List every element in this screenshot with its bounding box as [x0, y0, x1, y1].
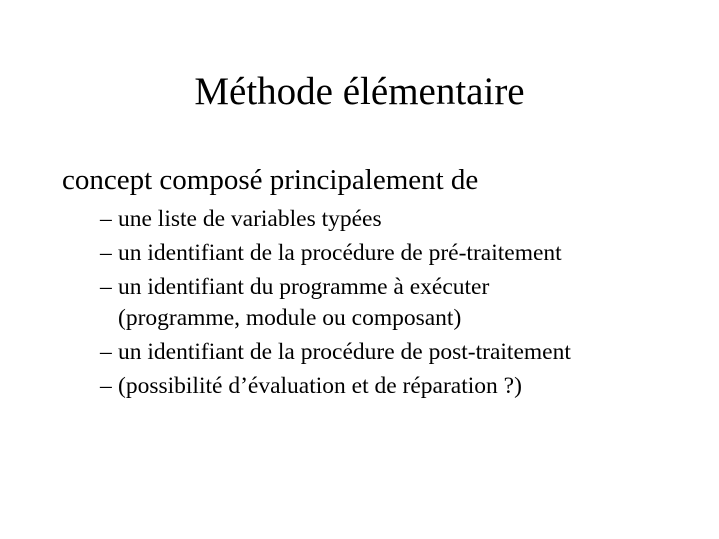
list-item-line: un identifiant de la procédure de post-traitement [118, 339, 571, 365]
dash-bullet: – [100, 240, 112, 266]
list-item-line: un identifiant de la procédure de pré-traitement [118, 240, 562, 266]
list-item-line: (possibilité d’évaluation et de réparation ?) [118, 373, 522, 399]
list-item-line: (programme, module ou composant) [118, 305, 462, 331]
list-item [100, 371, 571, 402]
dash-bullet: – [100, 274, 112, 300]
list-item-text [118, 337, 571, 368]
main-point: concept composé principalement de [62, 164, 479, 196]
list-item-line: une liste de variables typées [118, 206, 382, 232]
list-item-text [118, 238, 562, 269]
slide-title: Méthode élémentaire [194, 70, 525, 113]
list-item [100, 238, 571, 269]
list-item [100, 204, 571, 235]
list-item [100, 337, 571, 368]
list-item-text [118, 371, 522, 402]
dash-bullet: – [100, 373, 112, 399]
sub-point-list [100, 204, 571, 405]
dash-bullet: – [100, 206, 112, 232]
list-item-text [118, 272, 489, 334]
list-item [100, 272, 571, 334]
dash-bullet: – [100, 339, 112, 365]
list-item-line: un identifiant du programme à exécuter [118, 274, 490, 300]
list-item-text [118, 204, 382, 235]
